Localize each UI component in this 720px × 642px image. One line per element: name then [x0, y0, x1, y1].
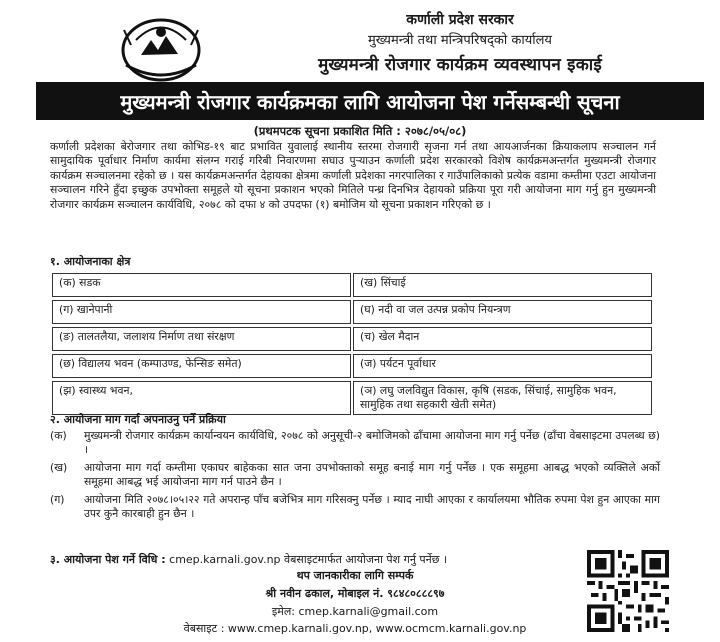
notice-title: मुख्यमन्त्री रोजगार कार्यक्रमका लागि आयोजना पेश गर्नेसम्बन्धी सूचना — [120, 89, 620, 114]
step-text: आयोजना माग गर्दा कम्तीमा एकाघर बाहेकका सात जना उपभोक्ताको समूह बनाई माग गर्नु पर्नेछ । एक समूहमा आबद्ध भएको व्यक्तिले अर्को समूहमा आबद्ध भई आयोजना माग गर्न पाउने छैन । — [84, 460, 660, 489]
intro-paragraph: कर्णाली प्रदेशका बेरोजगार तथा कोभिड-१९ बाट प्रभावित युवालाई स्थानीय स्तरमा रोजगारी सृजना गर्न तथा आयआर्जनका क्रियाकलाप सञ्चालन गर्न सामुदायिक पूर्वाधार निर्माण कार्यमा संलग्न गराई गरिबी निवारणमा सघाउ पुर्‍याउन कर्णाली प्रदेश सरकारको विशेष कार्यक्रमअन्तर्गत मुख्यमन्त्री रोजगार कार्यक्रम सञ्चालनमा रहेको छ । यस कार्यक्रमअन्तर्गत देहायका क्षेत्रमा कर्णाली प्रदेशका नगरपालिका र गाउँपालिकाको प्रत्येक वडामा कम्तीमा एउटा आयोजना सञ्चालन गरिने हुँदा इच्छुक उपभोक्ता समूहले यो सूचना प्रकाशन भएको मितिले पन्ध्र दिनभित्र देहायको प्रक्रिया पूरा गरी आयोजना माग गर्नु हुन मुख्यमन्त्री रोजगार कार्यक्रम सञ्चालन कार्यविधि, २०७८ को दफा ४ को उपदफा (१) बमोजिम यो सूचना प्रकाशन गरिएको छ । — [50, 140, 656, 211]
table-cell: (ग) खानेपानी — [52, 300, 351, 324]
project-areas-table — [50, 270, 654, 418]
qr-code-icon — [587, 550, 669, 632]
submission-method-label: ३. आयोजना पेश गर्ने विधि : — [50, 553, 166, 566]
header-unit: मुख्यमन्त्री रोजगार कार्यक्रम व्यवस्थापन इकाई — [318, 55, 602, 75]
submission-method-text: cmep.karnali.gov.np वेबसाइटमार्फत आयोजना पेश गर्नु पर्नेछ । — [169, 553, 448, 566]
contact-heading: थप जानकारीका लागि सम्पर्क — [296, 569, 414, 582]
table-row — [52, 273, 652, 297]
contact-person: श्री नवीन ढकाल, मोबाइल नं. ९८४८०८८८९७ — [265, 587, 445, 600]
table-cell: (ङ) तालतलैया, जलाशय निर्माण तथा संरक्षण — [52, 327, 351, 351]
government-emblem-icon — [116, 10, 206, 82]
list-item — [50, 493, 660, 522]
step-text: मुख्यमन्त्री रोजगार कार्यक्रम कार्यान्वयन कार्यविधि, २०७८ को अनुसूची-२ बमोजिमको ढाँचामा आयोजना माग गर्नु पर्नेछ (ढाँचा वेबसाइटमा उपलब्ध छ) । — [84, 429, 660, 457]
table-cell: (ख) सिंचाई — [353, 273, 652, 297]
table-cell: (च) खेल मैदान — [353, 327, 652, 351]
header-office: मुख्यमन्त्री तथा मन्त्रिपरिषद्को कार्यालय — [368, 33, 552, 48]
table-cell: (ञ) लघु जलविद्युत विकास, कृषि (सडक, सिंचाई, सामुहिक भवन, सामुहिक तथा सहकारी खेती समेत) — [353, 381, 652, 415]
step-label: (ग) — [50, 492, 65, 506]
contact-email: इमेल: cmep.karnali@gmail.com — [271, 605, 439, 618]
step-label: (क) — [50, 429, 67, 442]
step-label: (ख) — [50, 460, 68, 474]
contact-website: वेबसाइट : www.cmep.karnali.gov.np, www.ocmcm.karnali.gov.np — [183, 622, 527, 635]
submission-method — [50, 552, 447, 567]
publish-date: (प्रथमपटक सूचना प्रकाशित मिति : २०७८/०५/०८) — [253, 124, 467, 138]
header-province-government: कर्णाली प्रदेश सरकार — [406, 12, 514, 28]
table-cell: (ज) पर्यटन पूर्वाधार — [353, 354, 652, 378]
notice-title-banner — [36, 82, 704, 120]
table-cell: (क) सडक — [52, 273, 351, 297]
table-row — [52, 300, 652, 324]
table-row — [52, 327, 652, 351]
table-cell: (झ) स्वास्थ्य भवन, — [52, 381, 351, 415]
table-row — [52, 354, 652, 378]
table-row — [52, 381, 652, 415]
list-item — [50, 461, 660, 490]
list-item — [50, 429, 660, 458]
section-2-title: २. आयोजना माग गर्दा अपनाउनु पर्ने प्रक्रिया — [50, 413, 226, 426]
process-steps — [50, 429, 660, 524]
section-1-title: १. आयोजनाका क्षेत्र — [50, 255, 131, 268]
table-cell: (छ) विद्यालय भवन (कम्पाउण्ड, फेन्सिङ समेत) — [52, 354, 351, 378]
step-text: आयोजना मिति २०७८।०५।२२ गते अपरान्ह पाँच बजेभित्र माग गरिसक्नु पर्नेछ । म्याद नाघी आएका र कार्यालयमा भौतिक रुपमा पेश हुन आएका माग उपर कुनै कारबाही हुन छैन । — [84, 492, 660, 521]
table-cell: (घ) नदी वा जल उत्पन्न प्रकोप नियन्त्रण — [353, 300, 652, 324]
